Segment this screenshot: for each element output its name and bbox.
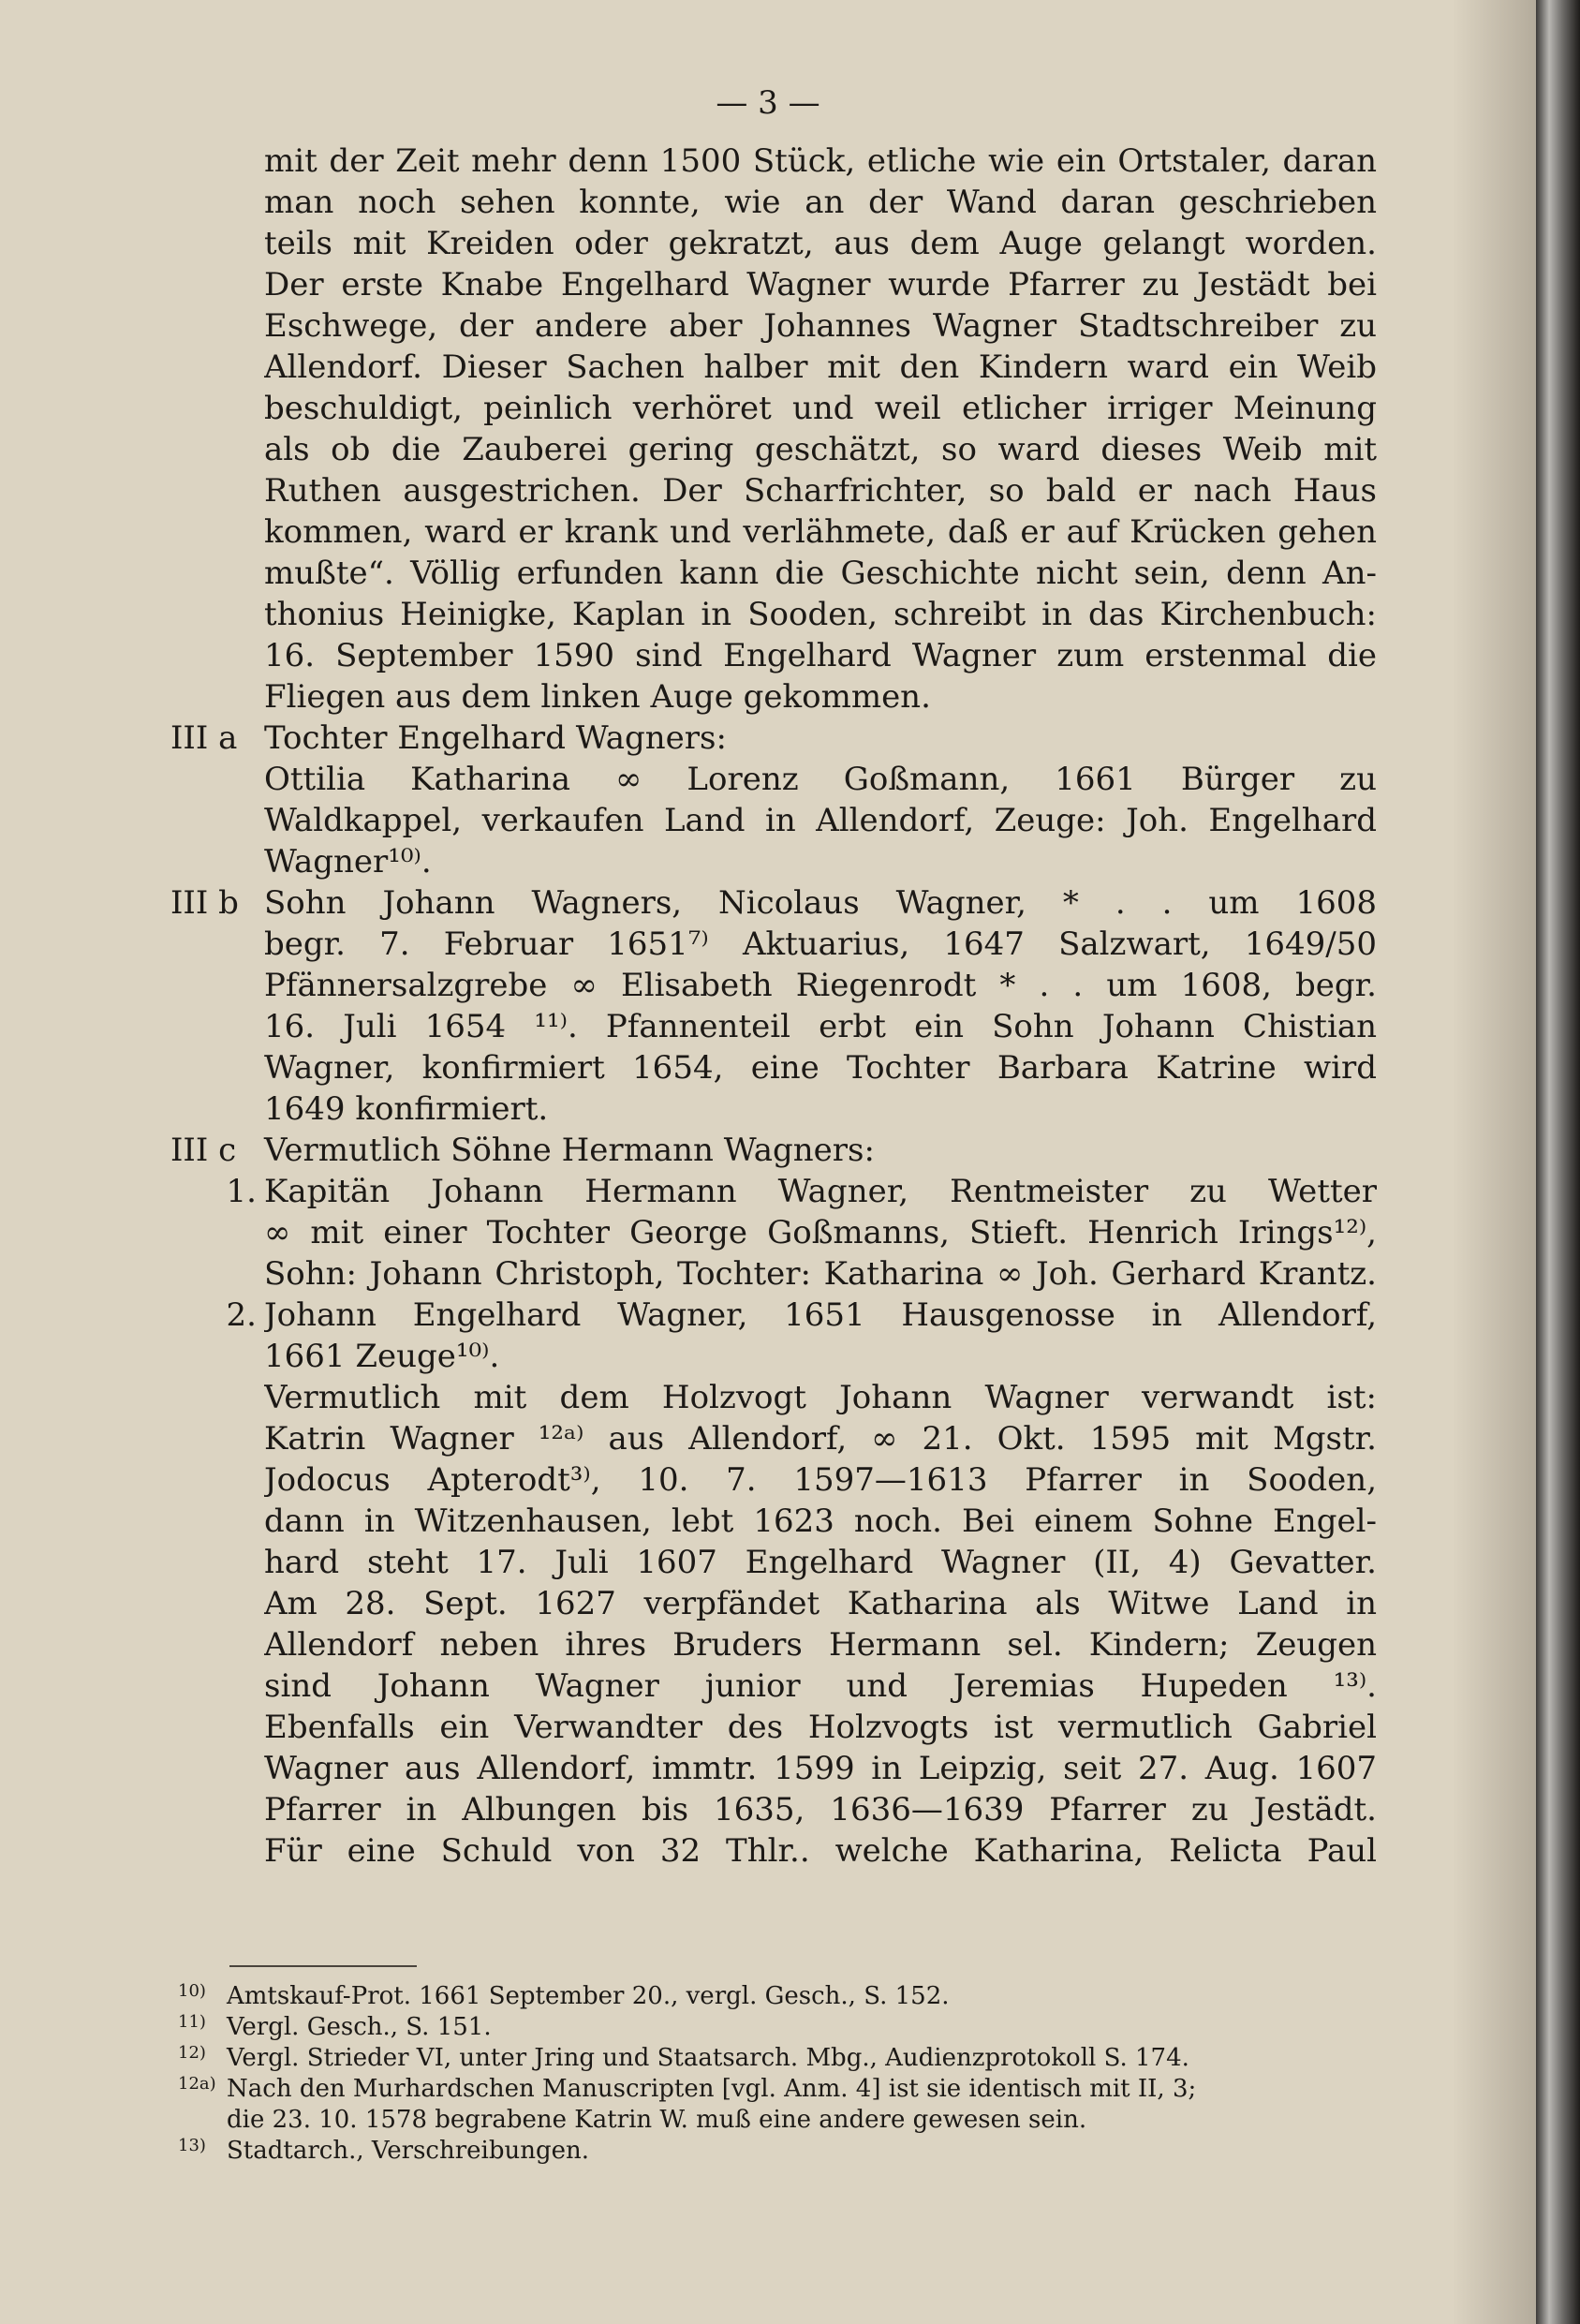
text-line: Eschwege, der andere aber Johannes Wagner Stadtschreiber zu xyxy=(264,307,1377,345)
footnote-mark: 13) xyxy=(178,2136,206,2155)
item-number: 1. xyxy=(226,1173,257,1210)
page-number: — 3 — xyxy=(716,84,820,122)
text-line: teils mit Kreiden oder gekratzt, aus dem Auge gelangt worden. xyxy=(264,225,1377,262)
section-label: III a xyxy=(170,719,238,757)
intro-paragraph xyxy=(264,141,1377,718)
text-line: Pfarrer in Albungen bis 1635, 1636—1639 Pfarrer zu Jestädt. xyxy=(264,1791,1377,1828)
text-line: Ebenfalls ein Verwandter des Holzvogts ist vermutlich Gabriel xyxy=(264,1709,1377,1746)
text-line: dann in Witzenhausen, lebt 1623 noch. Bei einem Sohne Engel- xyxy=(264,1502,1377,1540)
footnote-text: Vergl. Strieder VI, unter Jring und Staatsarch. Mbg., Audienzprotokoll S. 174. xyxy=(227,2044,1189,2072)
text-line: mußte“. Völlig erfunden kann die Geschichte nicht sein, denn An- xyxy=(264,555,1377,592)
closing-paragraph xyxy=(264,1377,1377,1872)
section-heading: Tochter Engelhard Wagners: xyxy=(264,719,727,757)
footnote-text: Stadtarch., Verschreibungen. xyxy=(227,2137,590,2165)
text-line: Wagner, konfirmiert 1654, eine Tochter Barbara Katrine wird xyxy=(264,1049,1377,1087)
main-text xyxy=(170,141,1377,1872)
footnote-mark: 11) xyxy=(178,2012,206,2032)
footnote-mark: 10) xyxy=(178,1981,206,2001)
text-line: Kapitän Johann Hermann Wagner, Rentmeister zu Wetter xyxy=(264,1173,1377,1210)
text-line: Johann Engelhard Wagner, 1651 Hausgenosse in Allendorf, xyxy=(264,1296,1377,1334)
text-line: 1649 konfirmiert. xyxy=(264,1090,549,1128)
text-line: Der erste Knabe Engelhard Wagner wurde Pfarrer zu Jestädt bei xyxy=(264,266,1377,303)
text-line: Wagner¹⁰⁾. xyxy=(264,843,432,881)
text-line: 16. Juli 1654 ¹¹⁾. Pfannenteil erbt ein Sohn Johann Chistian xyxy=(264,1008,1377,1045)
text-line: man noch sehen konnte, wie an der Wand daran geschrieben xyxy=(264,184,1377,221)
section-label: III c xyxy=(170,1132,237,1169)
text-line: mit der Zeit mehr denn 1500 Stück, etliche wie ein Ortstaler, daran xyxy=(264,142,1377,180)
footnotes xyxy=(178,1981,1386,2167)
text-line: 1661 Zeuge¹⁰⁾. xyxy=(264,1338,500,1375)
text-line: begr. 7. Februar 1651⁷⁾ Aktuarius, 1647 Salzwart, 1649/50 xyxy=(264,925,1377,963)
text-line: Sohn: Johann Christoph, Tochter: Katharina ∞ Joh. Gerhard Krantz. xyxy=(264,1255,1377,1293)
text-line: Katrin Wagner ¹²ᵃ⁾ aus Allendorf, ∞ 21. Okt. 1595 mit Mgstr. xyxy=(264,1420,1377,1458)
text-line: Jodocus Apterodt³⁾, 10. 7. 1597—1613 Pfarrer in Sooden, xyxy=(264,1461,1377,1499)
section-iii-a xyxy=(170,718,1377,882)
section-label: III b xyxy=(170,884,239,922)
footnote xyxy=(178,2074,1386,2136)
text-line: als ob die Zauberei gering geschätzt, so ward dieses Weib mit xyxy=(264,431,1377,468)
text-line: Waldkappel, verkaufen Land in Allendorf, Zeuge: Joh. Engelhard xyxy=(264,802,1377,839)
text-line: sind Johann Wagner junior und Jeremias Hupeden ¹³⁾. xyxy=(264,1667,1377,1705)
section-iii-c xyxy=(170,1130,1377,1171)
item-number: 2. xyxy=(226,1296,257,1334)
footnote-separator xyxy=(229,1965,417,1967)
book-binding-edge xyxy=(1536,0,1580,2324)
footnote xyxy=(178,2136,1386,2167)
text-line: Fliegen aus dem linken Auge gekommen. xyxy=(264,678,931,716)
numbered-item xyxy=(226,1171,1377,1295)
text-line: Pfännersalzgrebe ∞ Elisabeth Riegenrodt * . . um 1608, begr. xyxy=(264,967,1377,1004)
footnote-text: Amtskauf-Prot. 1661 September 20., vergl. Gesch., S. 152. xyxy=(227,1982,950,2010)
text-line: kommen, ward er krank und verlähmete, daß er auf Krücken gehen xyxy=(264,513,1377,551)
text-line: Sohn Johann Wagners, Nicolaus Wagner, * . . um 1608 xyxy=(264,884,1377,922)
footnote-mark: 12) xyxy=(178,2043,206,2063)
section-heading: Vermutlich Söhne Hermann Wagners: xyxy=(264,1132,875,1169)
text-line: 16. September 1590 sind Engelhard Wagner zum erstenmal die xyxy=(264,637,1377,674)
footnote-text: Nach den Murhardschen Manuscripten [vgl. Anm. 4] ist sie identisch mit II, 3; xyxy=(227,2075,1197,2103)
footnote-mark: 12a) xyxy=(178,2074,216,2094)
text-line: Allendorf neben ihres Bruders Hermann sel. Kindern; Zeugen xyxy=(264,1626,1377,1664)
footnote-text: Vergl. Gesch., S. 151. xyxy=(227,2013,492,2041)
text-line: hard steht 17. Juli 1607 Engelhard Wagner (II, 4) Gevatter. xyxy=(264,1544,1377,1581)
text-line: Wagner aus Allendorf, immtr. 1599 in Leipzig, seit 27. Aug. 1607 xyxy=(264,1750,1377,1787)
text-line: thonius Heinigke, Kaplan in Sooden, schreibt in das Kirchenbuch: xyxy=(264,596,1377,633)
text-line: Für eine Schuld von 32 Thlr.. welche Katharina, Relicta Paul xyxy=(264,1832,1377,1870)
text-line: ∞ mit einer Tochter George Goßmanns, Stieft. Henrich Irings¹²⁾, xyxy=(264,1214,1377,1251)
numbered-item xyxy=(226,1295,1377,1377)
section-iii-b xyxy=(170,882,1377,1130)
text-line: Am 28. Sept. 1627 verpfändet Katharina als Witwe Land in xyxy=(264,1585,1377,1622)
footnote xyxy=(178,2043,1386,2074)
text-line: beschuldigt, peinlich verhöret und weil etlicher irriger Meinung xyxy=(264,390,1377,427)
text-line: Vermutlich mit dem Holzvogt Johann Wagner verwandt ist: xyxy=(264,1379,1377,1416)
page-shadow xyxy=(1452,0,1536,2324)
footnote xyxy=(178,1981,1386,2012)
text-line: Ruthen ausgestrichen. Der Scharfrichter, so bald er nach Haus xyxy=(264,472,1377,510)
text-line: Allendorf. Dieser Sachen halber mit den Kindern ward ein Weib xyxy=(264,348,1377,386)
footnote xyxy=(178,2012,1386,2043)
footnote-text: die 23. 10. 1578 begrabene Katrin W. muß eine andere gewesen sein. xyxy=(227,2106,1087,2134)
text-line: Ottilia Katharina ∞ Lorenz Goßmann, 1661 Bürger zu xyxy=(264,761,1377,798)
